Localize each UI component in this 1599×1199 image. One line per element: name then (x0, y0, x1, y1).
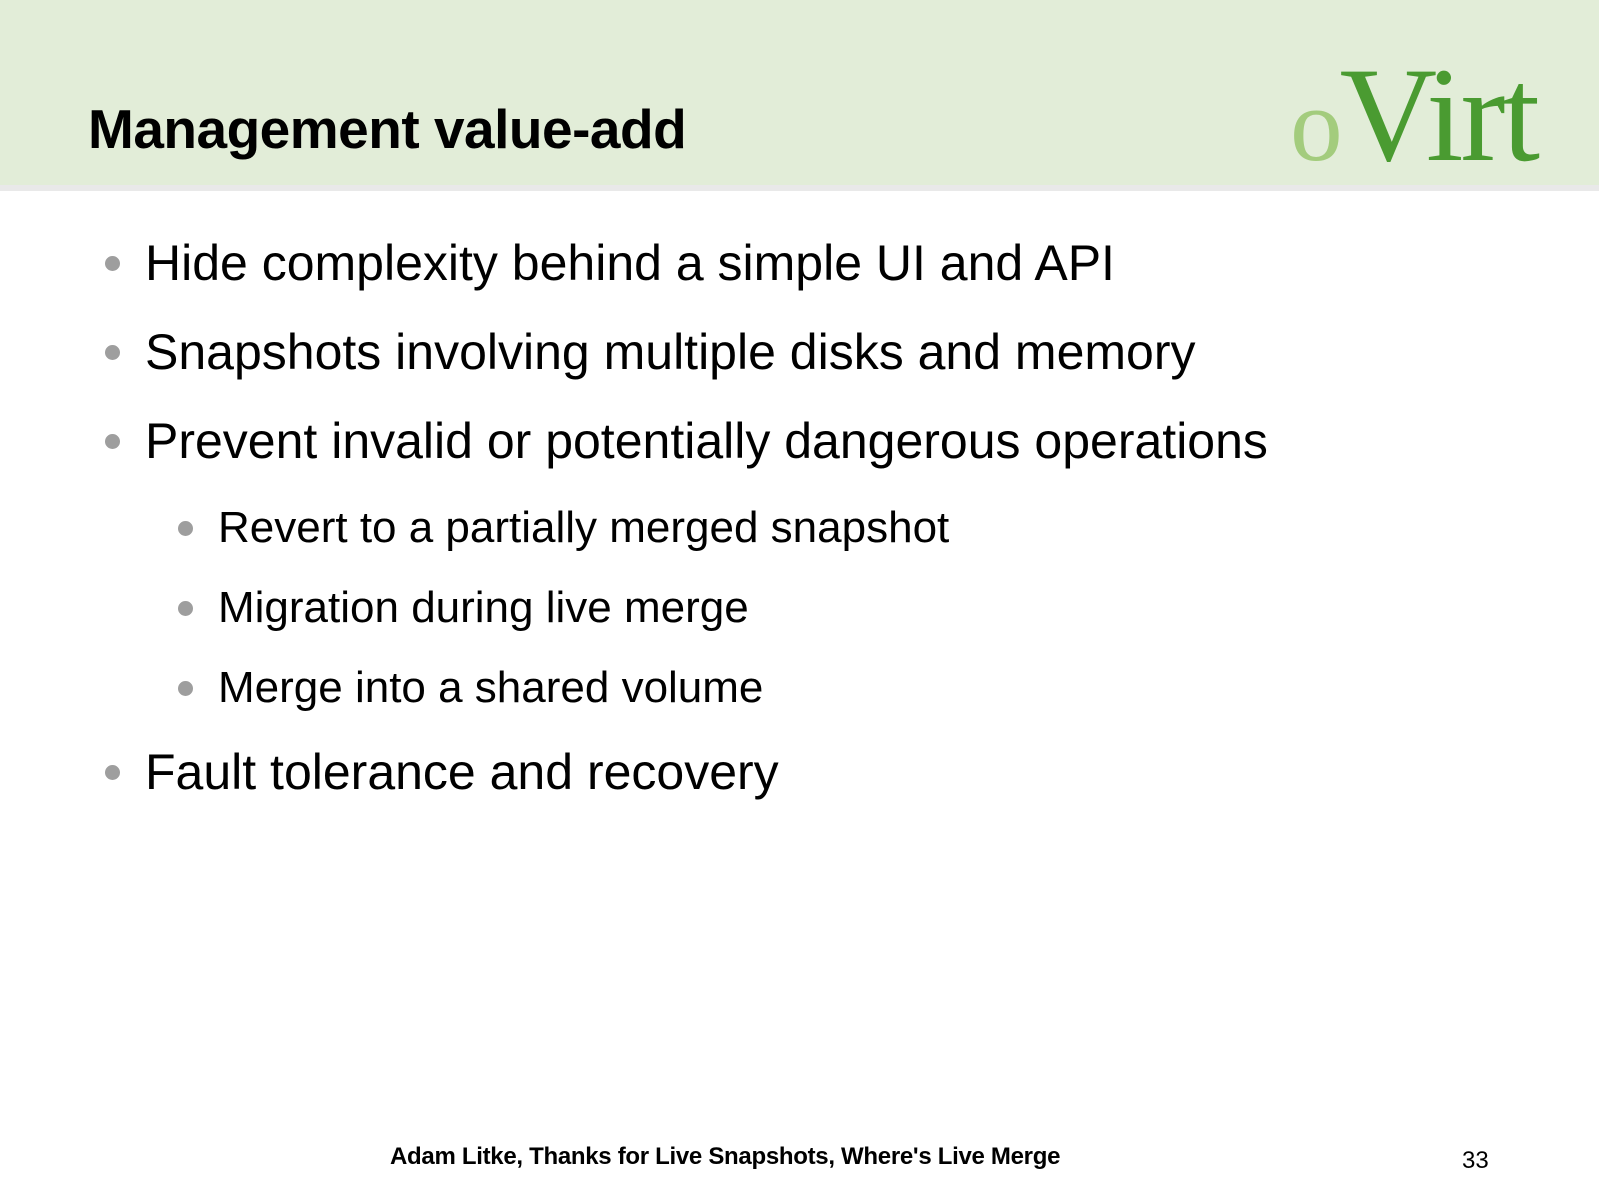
slide-title: Management value-add (88, 98, 687, 160)
bullet-item (0, 219, 1599, 308)
page-number: 33 (1462, 1147, 1489, 1174)
bullet-item (0, 308, 1599, 397)
sub-bullet-item (0, 568, 1599, 648)
bullet-text: Revert to a partially merged snapshot (218, 502, 950, 552)
bullet-dot-icon (105, 765, 120, 780)
bullet-text: Snapshots involving multiple disks and memory (145, 324, 1196, 380)
bullet-list (0, 219, 1599, 817)
footer-text: Adam Litke, Thanks for Live Snapshots, Where's Live Merge (390, 1143, 1061, 1170)
bullet-text: Fault tolerance and recovery (145, 744, 779, 800)
bullet-item (0, 728, 1599, 817)
bullet-dot-icon (105, 434, 120, 449)
sub-bullet-item (0, 488, 1599, 568)
bullet-dot-icon (105, 345, 120, 360)
bullet-text: Prevent invalid or potentially dangerous operations (145, 413, 1268, 469)
bullet-dot-icon (105, 256, 120, 271)
bullet-text: Hide complexity behind a simple UI and API (145, 235, 1115, 291)
slide-header (0, 0, 1599, 191)
bullet-text: Migration during live merge (218, 582, 749, 632)
bullet-item (0, 397, 1599, 486)
bullet-dot-icon (178, 601, 193, 616)
ovirt-logo-virt: Virt (1339, 41, 1537, 190)
ovirt-logo-o: o (1290, 66, 1340, 183)
sub-bullet-item (0, 648, 1599, 728)
bullet-dot-icon (178, 521, 193, 536)
bullet-dot-icon (178, 681, 193, 696)
bullet-text: Merge into a shared volume (218, 662, 764, 712)
ovirt-logo (1290, 41, 1537, 190)
